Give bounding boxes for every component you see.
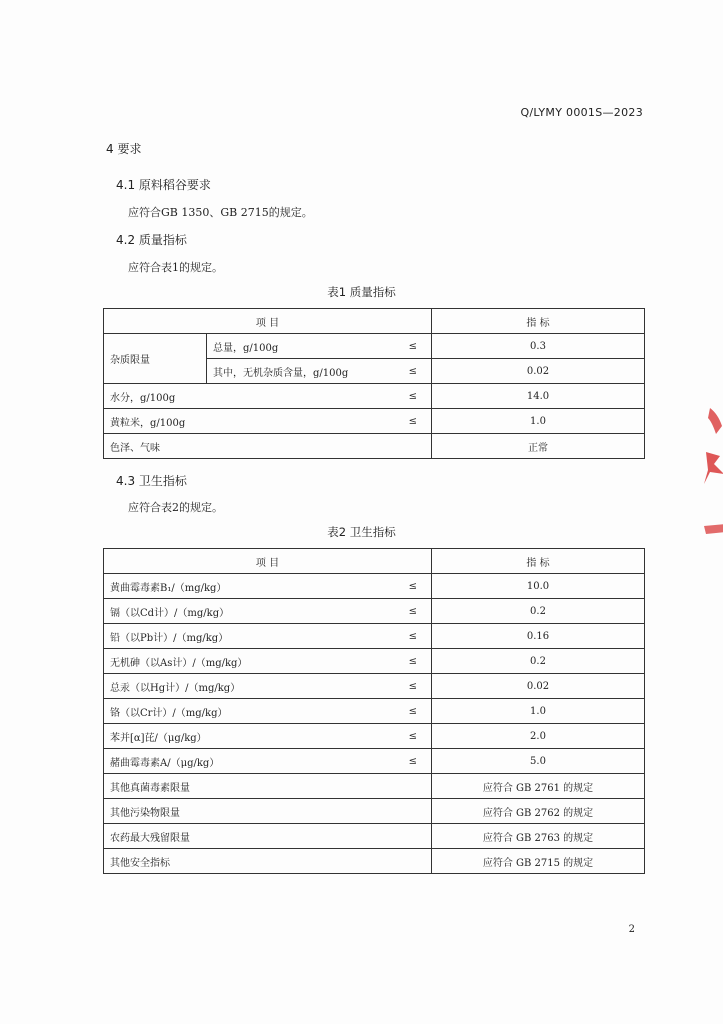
table-row xyxy=(104,824,645,849)
header-item: 项 目 xyxy=(104,309,432,334)
section-4-2-heading: 4.2 质量指标 xyxy=(116,233,187,247)
table-row xyxy=(104,699,645,724)
row-value: 正常 xyxy=(432,434,645,459)
table-row xyxy=(104,574,645,599)
table-row xyxy=(104,334,645,359)
row-value: 0.2 xyxy=(432,599,645,624)
row-sign: ≤ xyxy=(381,674,432,699)
row-item: 镉（以Cd计）/（mg/kg） xyxy=(104,599,382,624)
row-value: 1.0 xyxy=(432,409,645,434)
section-4-3-heading: 4.3 卫生指标 xyxy=(116,474,187,488)
row-item: 总汞（以Hg计）/（mg/kg） xyxy=(104,674,382,699)
row-value: 0.2 xyxy=(432,649,645,674)
row-item: 赭曲霉毒素A/（μg/kg） xyxy=(104,749,382,774)
row-sign xyxy=(381,774,432,799)
row-sign xyxy=(381,799,432,824)
table-row xyxy=(104,434,645,459)
row-sign: ≤ xyxy=(381,649,432,674)
row-sign: ≤ xyxy=(381,624,432,649)
row-item: 其他污染物限量 xyxy=(104,799,382,824)
row-value: 0.16 xyxy=(432,624,645,649)
table-row xyxy=(104,599,645,624)
row-sign xyxy=(381,849,432,874)
table-header-row xyxy=(104,549,645,574)
row-sign: ≤ xyxy=(381,334,432,359)
row-sign: ≤ xyxy=(381,359,432,384)
table-row xyxy=(104,849,645,874)
header-item: 项 目 xyxy=(104,549,432,574)
row-item: 农药最大残留限量 xyxy=(104,824,382,849)
row-item: 总量，g/100g xyxy=(207,334,382,359)
row-item: 其他安全指标 xyxy=(104,849,382,874)
row-value: 应符合 GB 2763 的规定 xyxy=(432,824,645,849)
table-row xyxy=(104,674,645,699)
table-row xyxy=(104,384,645,409)
row-item: 其他真菌毒素限量 xyxy=(104,774,382,799)
table-row xyxy=(104,624,645,649)
row-sign: ≤ xyxy=(381,574,432,599)
table-row xyxy=(104,799,645,824)
row-sign xyxy=(381,824,432,849)
row-item: 其中，无机杂质含量，g/100g xyxy=(207,359,382,384)
row-value: 0.02 xyxy=(432,359,645,384)
table-2-caption: 表2 卫生指标 xyxy=(327,525,396,539)
table-row xyxy=(104,409,645,434)
section-4-1-text: 应符合GB 1350、GB 2715的规定。 xyxy=(128,206,313,219)
row-value: 应符合 GB 2715 的规定 xyxy=(432,849,645,874)
red-seal-stamp-fragment xyxy=(700,400,723,550)
row-item: 无机砷（以As计）/（mg/kg） xyxy=(104,649,382,674)
document-number: Q/LYMY 0001S—2023 xyxy=(520,106,643,119)
section-4-3-text: 应符合表2的规定。 xyxy=(128,501,223,514)
section-4-heading: 4 要求 xyxy=(106,142,142,156)
header-value: 指 标 xyxy=(432,549,645,574)
quality-table xyxy=(103,308,645,459)
row-sign: ≤ xyxy=(381,699,432,724)
table-row xyxy=(104,749,645,774)
row-value: 应符合 GB 2762 的规定 xyxy=(432,799,645,824)
row-value: 1.0 xyxy=(432,699,645,724)
section-4-2-text: 应符合表1的规定。 xyxy=(128,261,223,274)
row-sign: ≤ xyxy=(381,749,432,774)
row-value: 5.0 xyxy=(432,749,645,774)
section-4-1-heading: 4.1 原料稻谷要求 xyxy=(116,178,211,192)
hygiene-table xyxy=(103,548,645,874)
table-row xyxy=(104,774,645,799)
row-value: 14.0 xyxy=(432,384,645,409)
table-header-row xyxy=(104,309,645,334)
row-value: 10.0 xyxy=(432,574,645,599)
table-1-caption: 表1 质量指标 xyxy=(327,285,396,299)
row-item: 苯并[α]芘/（μg/kg） xyxy=(104,724,382,749)
row-value: 2.0 xyxy=(432,724,645,749)
row-sign: ≤ xyxy=(381,599,432,624)
header-value: 指 标 xyxy=(432,309,645,334)
row-item: 黄曲霉毒素B₁/（mg/kg） xyxy=(104,574,382,599)
row-sign: ≤ xyxy=(381,409,432,434)
row-item: 铅（以Pb计）/（mg/kg） xyxy=(104,624,382,649)
row-sign: ≤ xyxy=(381,384,432,409)
table-row xyxy=(104,649,645,674)
page-number: 2 xyxy=(628,924,635,935)
table-row xyxy=(104,724,645,749)
row-item: 黄粒米，g/100g xyxy=(104,409,382,434)
row-value: 0.02 xyxy=(432,674,645,699)
row-item: 色泽、气味 xyxy=(104,434,432,459)
row-item: 水分，g/100g xyxy=(104,384,382,409)
row-value: 应符合 GB 2761 的规定 xyxy=(432,774,645,799)
row-item: 铬（以Cr计）/（mg/kg） xyxy=(104,699,382,724)
group-label: 杂质限量 xyxy=(104,334,207,384)
row-sign: ≤ xyxy=(381,724,432,749)
row-value: 0.3 xyxy=(432,334,645,359)
